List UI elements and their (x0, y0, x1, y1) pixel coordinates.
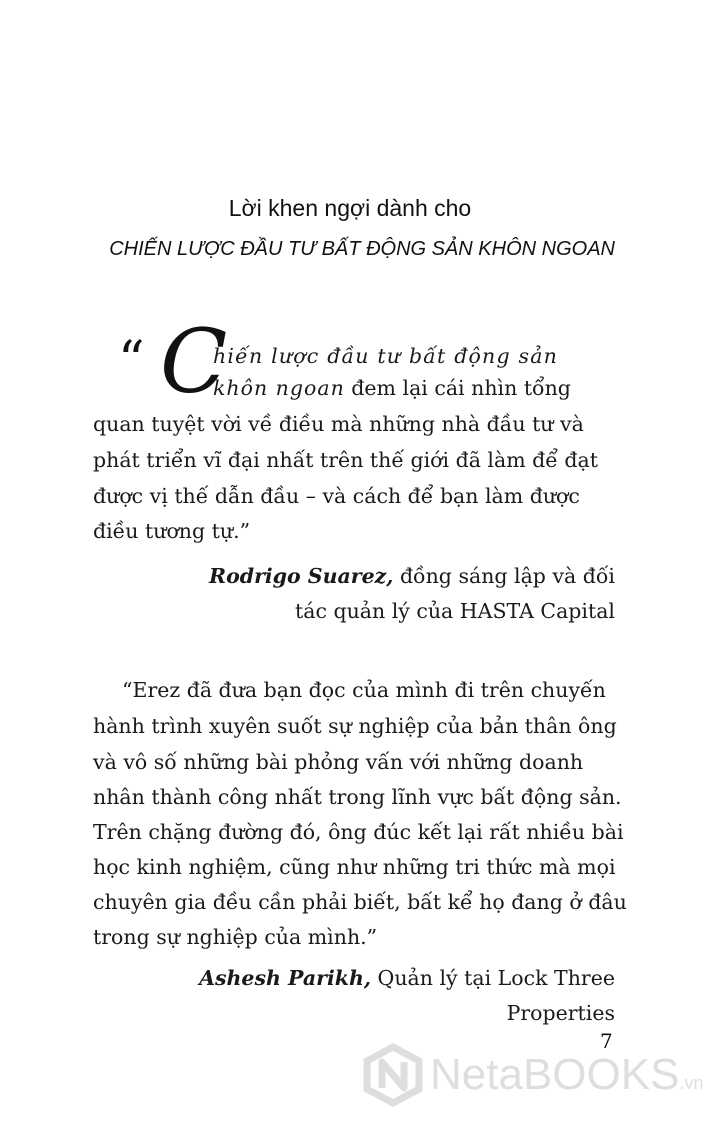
drop-cap-letter: C (160, 310, 228, 413)
quote1-line-6: điều tương tự.” (93, 519, 251, 543)
quote2-attribution-line-2: Properties (506, 1001, 615, 1025)
quote2-line-6: học kinh nghiệm, cũng như những tri thức mà mọi (93, 855, 616, 879)
quote2-line-2: hành trình xuyên suốt sự nghiệp của bản thân ông (93, 714, 617, 738)
quote1-attribution-rest: đồng sáng lập và đối (393, 564, 615, 588)
quote2-line-7: chuyên gia đều cần phải biết, bất kể họ đang ở đâu (93, 890, 627, 914)
book-title-heading: CHIẾN LƯỢC ĐẦU TƯ BẤT ĐỘNG SẢN KHÔN NGOAN (109, 238, 615, 260)
quote2-line-1: “Erez đã đưa bạn đọc của mình đi trên chuyến (122, 678, 606, 702)
quote1-line-2-rest: đem lại cái nhìn tổng (344, 376, 571, 400)
netabooks-watermark (360, 1040, 703, 1110)
watermark-suffix: .vn (679, 1073, 703, 1093)
quote1-attribution (209, 561, 615, 591)
quote2-line-8: trong sự nghiệp của mình.” (93, 925, 378, 949)
quote2-line-5: Trên chặng đường đó, ông đúc kết lại rất nhiều bài (93, 820, 624, 844)
netabooks-logo-icon (362, 1044, 424, 1106)
quote1-line-1: hiến lược đầu tư bất động sản (213, 344, 559, 368)
watermark-text (430, 1050, 703, 1108)
praise-heading: Lời khen ngợi dành cho (228, 195, 472, 221)
quote1-title-fragment: khôn ngoan (213, 376, 345, 400)
quote1-line-2 (213, 374, 571, 402)
opening-quote-mark: “ (118, 331, 145, 391)
quote1-line-3: quan tuyệt vời về điều mà những nhà đầu tư và (93, 412, 584, 436)
quote2-line-3: và vô số những bài phỏng vấn với những doanh (93, 750, 584, 774)
page-number: 7 (600, 1029, 613, 1053)
quote1-line-5: được vị thế dẫn đầu – và cách để bạn làm được (93, 484, 580, 508)
quote2-attribution (199, 963, 615, 993)
quote2-author: Ashesh Parikh, (199, 966, 372, 990)
quote2-attribution-rest: Quản lý tại Lock Three (371, 966, 615, 990)
quote1-attribution-line-2: tác quản lý của HASTA Capital (294, 599, 615, 623)
quote1-author: Rodrigo Suarez, (209, 564, 394, 588)
quote2-line-4: nhân thành công nhất trong lĩnh vực bất động sản. (93, 785, 622, 809)
watermark-brand: NetaBOOKS (430, 1050, 680, 1099)
quote1-line-4: phát triển vĩ đại nhất trên thế giới đã làm để đạt (93, 448, 599, 472)
